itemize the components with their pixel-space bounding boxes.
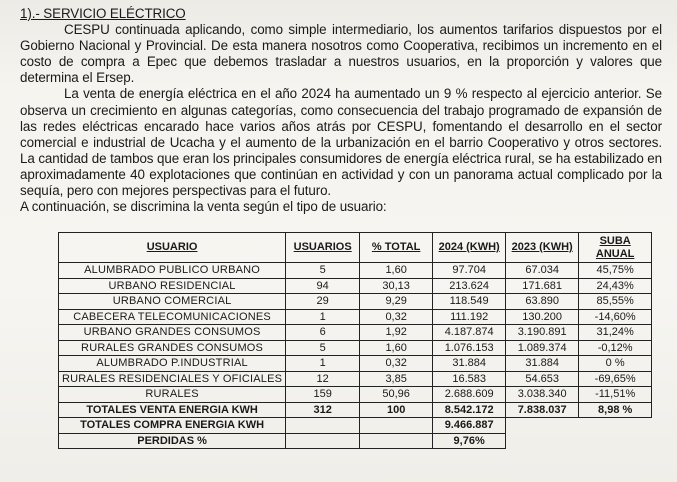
row-2024: 1.076.153 bbox=[433, 340, 506, 356]
table-row bbox=[59, 387, 652, 403]
row-2024: 97.704 bbox=[433, 263, 506, 279]
table-row bbox=[59, 278, 652, 294]
totals-percent: 100 bbox=[360, 402, 433, 418]
row-usuario: URBANO RESIDENCIAL bbox=[59, 278, 286, 294]
purchase-value: 9.466.887 bbox=[433, 418, 506, 434]
section-text bbox=[20, 6, 662, 215]
row-2024: 16.583 bbox=[433, 371, 506, 387]
totals-2024: 8.542.172 bbox=[433, 402, 506, 418]
table-row bbox=[59, 356, 652, 372]
row-percent: 1,92 bbox=[360, 325, 433, 341]
table-row bbox=[59, 371, 652, 387]
row-percent: 30,13 bbox=[360, 278, 433, 294]
sales-table bbox=[58, 232, 652, 449]
row-suba: -14,60% bbox=[579, 309, 652, 325]
purchase-label: TOTALES COMPRA ENERGIA KWH bbox=[59, 418, 286, 434]
row-suba: 45,75% bbox=[579, 263, 652, 279]
header-suba: SUBA ANUAL bbox=[579, 233, 652, 263]
row-usuarios: 159 bbox=[286, 387, 360, 403]
table-row bbox=[59, 340, 652, 356]
paragraph-sales: La venta de energía eléctrica en el año 2024 ha aumentado un 9 % respecto al ejercicio anterior. Se observa un crecimiento en algunas categorías, como consecuencia del trabajo programado de expansión de las redes eléctricas encarado hace varios años atrás por CESPU, fomentando el desarrollo en el sector comercial e industrial de Ucacha y el aumento de la urbanización en el barrio Cooperativo y otros sectores. La cantidad de tambos que eran los principales consumidores de energía eléctrica rural, se ha estabilizado en aproximadamente 40 explotaciones que continúan en actividad y con un panorama actual complicado por la sequía, pero con mejores perspectivas para el futuro. bbox=[20, 86, 662, 199]
row-usuario: ALUMBRADO PUBLICO URBANO bbox=[59, 263, 286, 279]
row-2023: 54.653 bbox=[506, 371, 579, 387]
totals-suba: 8,98 % bbox=[579, 402, 652, 418]
row-suba: 24,43% bbox=[579, 278, 652, 294]
totals-users: 312 bbox=[286, 402, 360, 418]
row-usuario: RURALES bbox=[59, 387, 286, 403]
paragraph-tariffs: CESPU continuada aplicando, como simple intermediario, los aumentos tarifarios dispuestos por el Gobierno Nacional y Provincial. De esta manera nosotros como Cooperativa, recibimos un incremento en el costo de compra a Epec que debemos trasladar a nuestros usuarios, en la proporción y valores que determina el Ersep. bbox=[20, 22, 662, 86]
row-suba: 31,24% bbox=[579, 325, 652, 341]
purchase-row bbox=[59, 418, 652, 434]
row-2023: 67.034 bbox=[506, 263, 579, 279]
row-usuarios: 29 bbox=[286, 294, 360, 310]
row-percent: 3,85 bbox=[360, 371, 433, 387]
totals-label: TOTALES VENTA ENERGIA KWH bbox=[59, 402, 286, 418]
table-row bbox=[59, 325, 652, 341]
totals-row bbox=[59, 402, 652, 418]
header-percent: % TOTAL bbox=[360, 233, 433, 263]
row-2024: 213.624 bbox=[433, 278, 506, 294]
row-usuarios: 6 bbox=[286, 325, 360, 341]
header-2024: 2024 (KWH) bbox=[433, 233, 506, 263]
row-usuario: CABECERA TELECOMUNICACIONES bbox=[59, 309, 286, 325]
losses-row bbox=[59, 433, 652, 449]
paragraph-intro-table: A continuación, se discrimina la venta según el tipo de usuario: bbox=[20, 199, 387, 215]
row-2024: 4.187.874 bbox=[433, 325, 506, 341]
row-suba: 0 % bbox=[579, 356, 652, 372]
row-2023: 171.681 bbox=[506, 278, 579, 294]
row-usuario: ALUMBRADO P.INDUSTRIAL bbox=[59, 356, 286, 372]
table-header-row bbox=[59, 233, 652, 263]
row-percent: 50,96 bbox=[360, 387, 433, 403]
row-suba: -69,65% bbox=[579, 371, 652, 387]
totals-2023: 7.838.037 bbox=[506, 402, 579, 418]
header-usuarios: USUARIOS bbox=[286, 233, 360, 263]
row-2023: 130.200 bbox=[506, 309, 579, 325]
row-2023: 3.190.891 bbox=[506, 325, 579, 341]
row-suba: 85,55% bbox=[579, 294, 652, 310]
row-2023: 31.884 bbox=[506, 356, 579, 372]
row-percent: 0,32 bbox=[360, 356, 433, 372]
row-usuarios: 5 bbox=[286, 263, 360, 279]
row-usuario: URBANO COMERCIAL bbox=[59, 294, 286, 310]
table-row bbox=[59, 309, 652, 325]
row-usuarios: 1 bbox=[286, 356, 360, 372]
row-percent: 9,29 bbox=[360, 294, 433, 310]
row-2023: 1.089.374 bbox=[506, 340, 579, 356]
row-2024: 31.884 bbox=[433, 356, 506, 372]
table-row bbox=[59, 294, 652, 310]
row-suba: -0,12% bbox=[579, 340, 652, 356]
row-2023: 3.038.340 bbox=[506, 387, 579, 403]
row-2024: 118.549 bbox=[433, 294, 506, 310]
row-percent: 1,60 bbox=[360, 263, 433, 279]
row-2024: 2.688.609 bbox=[433, 387, 506, 403]
losses-label: PERDIDAS % bbox=[59, 433, 286, 449]
header-usuario: USUARIO bbox=[59, 233, 286, 263]
row-usuario: RURALES RESIDENCIALES Y OFICIALES bbox=[59, 371, 286, 387]
row-usuarios: 94 bbox=[286, 278, 360, 294]
row-percent: 0,32 bbox=[360, 309, 433, 325]
losses-value: 9,76% bbox=[433, 433, 506, 449]
row-percent: 1,60 bbox=[360, 340, 433, 356]
section-heading: 1).- SERVICIO ELÉCTRICO bbox=[20, 6, 186, 21]
row-2024: 111.192 bbox=[433, 309, 506, 325]
row-usuarios: 1 bbox=[286, 309, 360, 325]
header-2023: 2023 (KWH) bbox=[506, 233, 579, 263]
row-usuario: URBANO GRANDES CONSUMOS bbox=[59, 325, 286, 341]
row-suba: -11,51% bbox=[579, 387, 652, 403]
table-row bbox=[59, 263, 652, 279]
row-usuarios: 12 bbox=[286, 371, 360, 387]
row-2023: 63.890 bbox=[506, 294, 579, 310]
row-usuarios: 5 bbox=[286, 340, 360, 356]
row-usuario: RURALES GRANDES CONSUMOS bbox=[59, 340, 286, 356]
